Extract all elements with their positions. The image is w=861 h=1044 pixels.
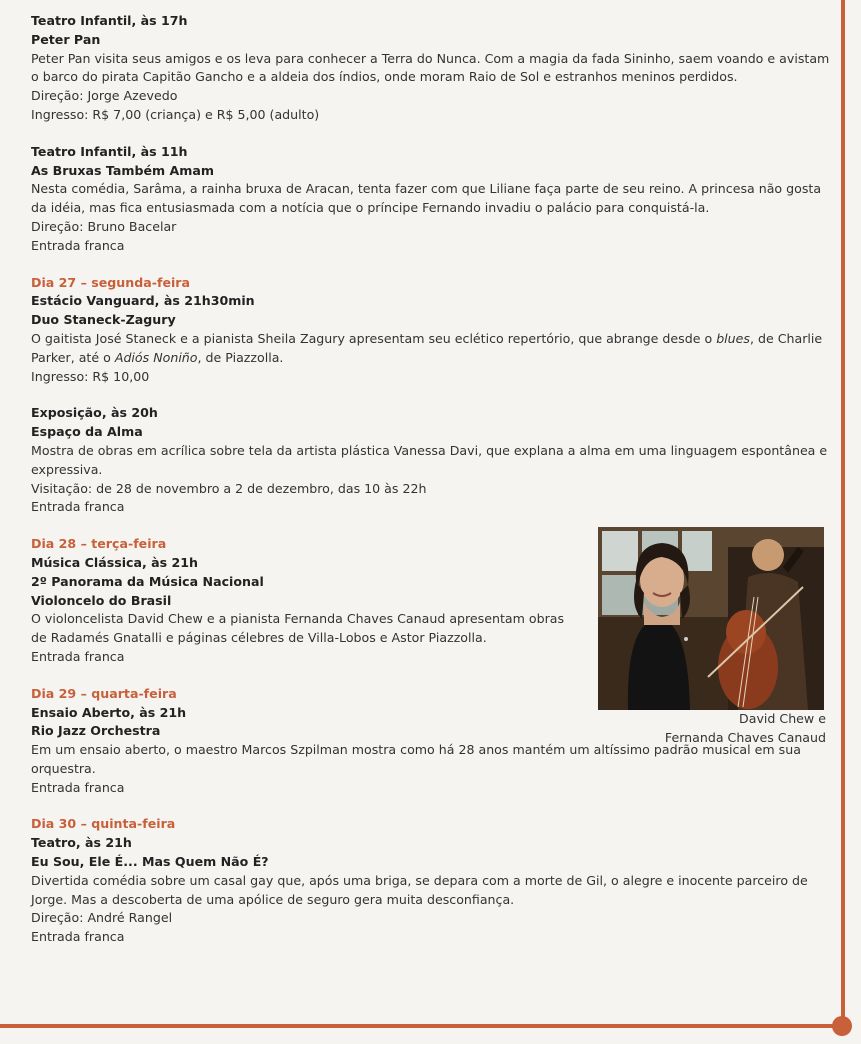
event-date: Dia 27 – segunda-feira bbox=[31, 274, 191, 290]
event-venue: Exposição, às 20h bbox=[31, 405, 158, 421]
event-title: Espaço da Alma bbox=[31, 424, 143, 440]
performers-photo bbox=[598, 527, 824, 710]
bottom-border-rule bbox=[0, 1024, 841, 1028]
event-description: Divertida comédia sobre um casal gay que, após uma briga, se depara com a morte de Gil, o alegre e inocente parceiro de Jorge. Mas a descoberta de uma apólice de seguro gera muita desconfiança. bbox=[31, 872, 808, 907]
event-title: Violoncelo do Brasil bbox=[31, 592, 172, 608]
event-description: Nesta comédia, Sarâma, a rainha bruxa de Aracan, tenta fazer com que Liliane faça parte de seu reino. A princesa não gosta da idéia, mas fica entusiasmada com a notícia que o príncipe Fernando invadiu o palácio para conquistá-la. bbox=[31, 181, 822, 216]
event-admission: Entrada franca bbox=[31, 237, 125, 253]
event-admission: Entrada franca bbox=[31, 499, 125, 515]
event-venue: Estácio Vanguard, às 21h30min bbox=[31, 293, 255, 309]
event-espaco-da-alma bbox=[31, 404, 831, 517]
event-title: Peter Pan bbox=[31, 31, 101, 47]
event-admission: Ingresso: R$ 10,00 bbox=[31, 368, 150, 384]
description-italic: Adiós Noniño bbox=[114, 349, 198, 365]
event-description bbox=[31, 330, 831, 368]
corner-dot bbox=[832, 1016, 852, 1036]
event-venue: Ensaio Aberto, às 21h bbox=[31, 704, 187, 720]
event-admission: Entrada franca bbox=[31, 929, 125, 945]
event-date: Dia 29 – quarta-feira bbox=[31, 685, 177, 701]
description-italic: blues bbox=[716, 330, 750, 346]
event-admission: Entrada franca bbox=[31, 648, 125, 664]
event-title: Eu Sou, Ele É... Mas Quem Não É? bbox=[31, 854, 269, 870]
event-venue: Teatro Infantil, às 17h bbox=[31, 13, 188, 28]
event-title: As Bruxas Também Amam bbox=[31, 162, 215, 178]
photo-caption bbox=[598, 710, 826, 748]
event-as-bruxas bbox=[31, 143, 831, 256]
performers-photo-image bbox=[598, 527, 824, 710]
event-direction: Direção: André Rangel bbox=[31, 910, 173, 926]
event-venue: Música Clássica, às 21h bbox=[31, 554, 199, 570]
event-description: Mostra de obras em acrílica sobre tela da artista plástica Vanessa Davi, que explana a alma em uma linguagem espontânea e expressiva. bbox=[31, 442, 828, 477]
event-admission: Ingresso: R$ 7,00 (criança) e R$ 5,00 (adulto) bbox=[31, 106, 320, 122]
event-description: O violoncelista David Chew e a pianista Fernanda Chaves Canaud apresentam obras de Radamés Gnatalli e páginas célebres de Villa-Lobos e Astor Piazzolla. bbox=[31, 611, 565, 646]
event-date: Dia 28 – terça-feira bbox=[31, 536, 167, 552]
event-admission: Entrada franca bbox=[31, 779, 125, 795]
caption-line: Fernanda Chaves Canaud bbox=[664, 729, 826, 745]
description-text: , de Charlie Parker, até o bbox=[31, 330, 823, 365]
event-description: Em um ensaio aberto, o maestro Marcos Szpilman mostra como há 28 anos mantém um altíssimo padrão musical em sua orquestra. bbox=[31, 742, 801, 776]
right-border-rule bbox=[841, 0, 845, 1026]
event-title: Duo Staneck-Zagury bbox=[31, 312, 176, 328]
caption-line: David Chew e bbox=[739, 711, 826, 726]
event-listing bbox=[31, 12, 831, 965]
event-description: Peter Pan visita seus amigos e os leva para conhecer a Terra do Nunca. Com a magia da fada Sininho, saem voando e avistam o barco do pirata Capitão Gancho e a aldeia dos índios, onde moram Raio de Sol e estranhos meninos perdidos. bbox=[31, 50, 830, 85]
event-title: Rio Jazz Orchestra bbox=[31, 723, 161, 739]
event-direction: Direção: Bruno Bacelar bbox=[31, 218, 177, 234]
event-visitation: Visitação: de 28 de novembro a 2 de dezembro, das 10 às 22h bbox=[31, 480, 427, 496]
event-duo-staneck-zagury bbox=[31, 274, 831, 387]
event-venue: Teatro, às 21h bbox=[31, 835, 132, 851]
event-eu-sou-ele-e bbox=[31, 815, 831, 947]
description-text: O gaitista José Staneck e a pianista Sheila Zagury apresentam seu eclético repertório, que abrange desde o bbox=[31, 330, 717, 346]
event-subtitle: 2º Panorama da Música Nacional bbox=[31, 573, 264, 589]
description-text: , de Piazzolla. bbox=[197, 349, 284, 365]
event-date: Dia 30 – quinta-feira bbox=[31, 816, 176, 832]
event-direction: Direção: Jorge Azevedo bbox=[31, 88, 178, 104]
event-venue: Teatro Infantil, às 11h bbox=[31, 143, 188, 159]
event-peter-pan bbox=[31, 12, 831, 125]
